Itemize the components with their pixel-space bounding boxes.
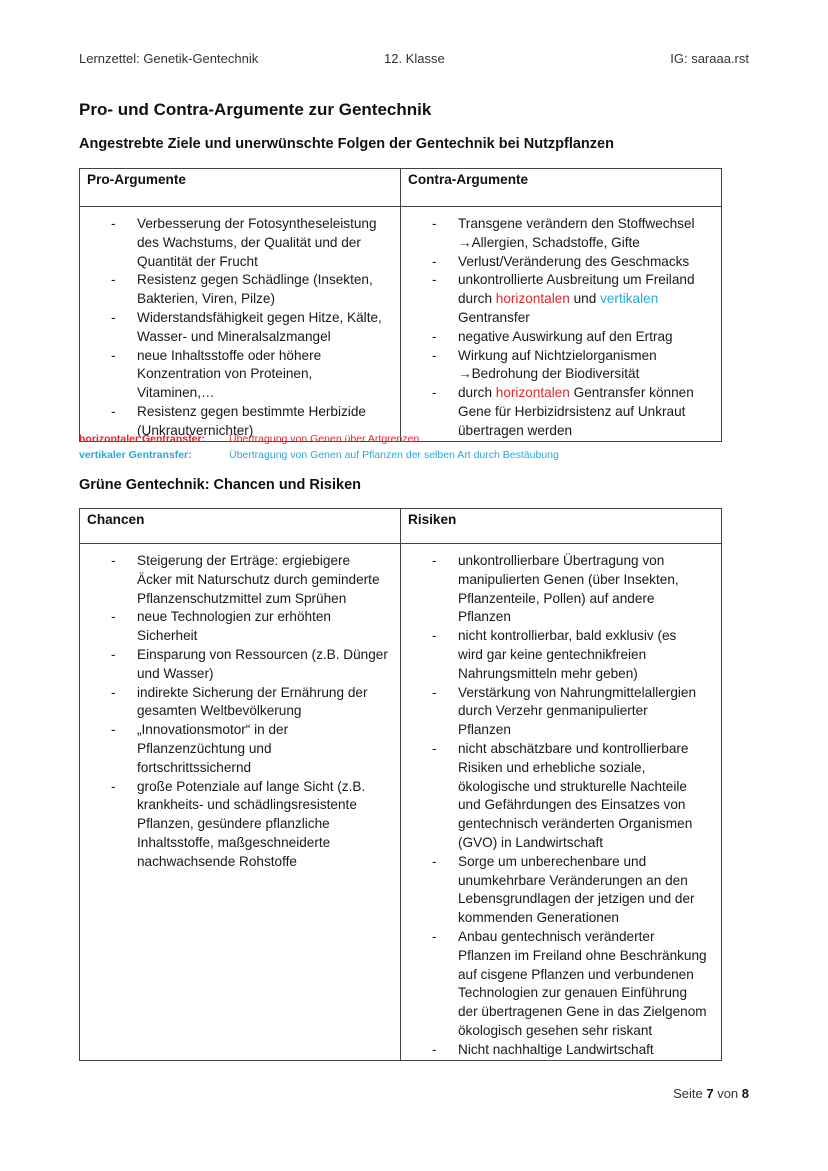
list-item-line: neue Inhaltsstoffe oder höhere — [137, 347, 322, 363]
horizontal-highlight: horizontalen — [495, 385, 570, 401]
bullet-dash: - — [432, 740, 437, 756]
list-item — [80, 646, 396, 684]
header-grade: 12. Klasse — [384, 51, 445, 66]
risiken-cell — [401, 544, 722, 1061]
chancen-risiken-table — [79, 508, 722, 1061]
chancen-header: Chancen — [80, 509, 401, 544]
page-number: Seite 7 von 8 — [673, 1086, 749, 1101]
list-item-line: Wasser- und Mineralsalzmangel — [137, 328, 331, 344]
list-item-line: große Potenziale auf lange Sicht (z.B. — [137, 778, 366, 794]
list-item-line: durch Verzehr genmanipulierter — [458, 703, 648, 719]
list-item-line: krankheits- und schädlingsresistente — [137, 797, 357, 813]
list-item-line: Risiken und erhebliche soziale, — [458, 759, 646, 775]
list-item-line: nicht abschätzbare und kontrollierbare — [458, 740, 689, 756]
section-heading-gruene-gentechnik: Grüne Gentechnik: Chancen und Risiken — [79, 477, 361, 493]
vertical-highlight: vertikalen — [600, 291, 659, 307]
list-item-line: Pflanzen — [458, 609, 511, 625]
bullet-dash: - — [111, 684, 116, 700]
list-item — [401, 1041, 717, 1060]
list-item-line: ökologische und strukturelle Nachteile — [458, 778, 687, 794]
bullet-dash: - — [432, 328, 437, 344]
list-item-line: „Innovationsmotor“ in der — [137, 722, 289, 738]
pro-contra-table — [79, 168, 722, 442]
contra-header: Contra-Argumente — [401, 169, 722, 207]
chancen-list — [80, 544, 400, 872]
list-item-line: Einsparung von Ressourcen (z.B. Dünger — [137, 646, 388, 662]
list-item-line: des Wachstums, der Qualität und der — [137, 234, 361, 250]
chancen-cell — [80, 544, 401, 1061]
list-item-line: Verstärkung von Nahrungmittelallergien — [458, 684, 697, 700]
list-item — [80, 608, 396, 646]
bullet-dash: - — [111, 553, 116, 568]
list-item: - negative Auswirkung auf den Ertrag — [401, 328, 717, 347]
list-item-line: Technologien zur genauen Einführung — [458, 985, 688, 1001]
bullet-dash: - — [111, 403, 116, 419]
list-item-line: kommenden Generationen — [458, 910, 619, 926]
bullet-dash: - — [432, 928, 437, 944]
list-item-line: Widerstandsfähigkeit gegen Hitze, Kälte, — [137, 309, 382, 325]
table-body-row — [80, 207, 722, 442]
header-author: IG: saraaa.rst — [670, 51, 749, 66]
list-item — [401, 740, 717, 853]
table-body-row — [80, 544, 722, 1061]
list-item-line: nicht kontrollierbar, bald exklusiv (es — [458, 628, 677, 644]
bullet-dash: - — [432, 385, 437, 401]
bullet-dash: - — [111, 272, 116, 288]
list-item — [80, 778, 396, 872]
list-item-line: Konzentration von Proteinen, — [137, 366, 313, 382]
list-item-line: Resistenz gegen bestimmte Herbizide — [137, 403, 366, 419]
list-item-line: Pflanzen — [458, 722, 511, 738]
page-title: Pro- und Contra-Argumente zur Gentechnik — [79, 100, 432, 119]
list-item: - unkontrollierte Ausbreitung um Freiland durch horizontalen und vertikalen Gentransfer — [432, 272, 695, 325]
list-item-line: Anbau gentechnisch veränderter — [458, 928, 655, 944]
list-item-line: Steigerung der Erträge: ergiebigere — [137, 553, 351, 568]
list-item — [80, 309, 396, 347]
list-item — [401, 853, 717, 928]
list-item — [80, 347, 396, 403]
list-item — [401, 627, 717, 683]
list-item-line: manipulierten Genen (über Insekten, — [458, 571, 679, 587]
list-item-line: Pflanzenzüchtung und — [137, 740, 272, 756]
list-item-line: Vitaminen,… — [137, 385, 215, 401]
pro-header: Pro-Argumente — [80, 169, 401, 207]
table-header-row — [80, 169, 722, 207]
legend-definition: Übertragung von Genen auf Pflanzen der selben Art durch Bestäubung — [229, 449, 559, 461]
list-item-line: Sorge um unberechenbare und — [458, 853, 647, 869]
bullet-dash: - — [111, 778, 116, 794]
contra-cell — [401, 207, 722, 442]
risiken-header: Risiken — [401, 509, 722, 544]
list-item: - Wirkung auf Nichtzielorganismen →Bedrohung der Biodiversität — [432, 347, 657, 382]
list-item — [80, 271, 396, 309]
list-item-line: Pflanzen, gesündere pflanzliche — [137, 816, 330, 832]
list-item — [401, 552, 717, 627]
list-item — [80, 552, 396, 608]
list-item-line: unkontrollierbare Übertragung von — [458, 553, 665, 568]
list-item-line: und Wasser) — [137, 665, 214, 681]
list-item-line: Sicherheit — [137, 628, 198, 644]
bullet-dash: - — [432, 1041, 437, 1057]
list-item-line: und Gefährdungen des Einsatzes von — [458, 797, 686, 813]
list-item-line: Pflanzenschutzmittel zum Sprühen — [137, 590, 347, 606]
list-item-line: der übertragenen Gene in das Zielgenom — [458, 1004, 707, 1020]
total-pages: 8 — [741, 1086, 749, 1101]
list-item-line: wird gar keine gentechnikfreien — [458, 646, 647, 662]
list-item-line: Lebensgrundlagen der jetzigen und der — [458, 891, 695, 907]
header-document-title: Lernzettel: Genetik-Gentechnik — [79, 51, 259, 66]
list-item-line: unumkehrbare Veränderungen an den — [458, 872, 688, 888]
list-item-line: Pflanzenteile, Pollen) auf andere — [458, 590, 655, 606]
bullet-dash: - — [432, 347, 437, 363]
bullet-dash: - — [111, 609, 116, 625]
legend-term: horizontaler Gentransfer: — [79, 433, 206, 445]
list-item: - Transgene verändern den Stoffwechsel →Allergien, Schadstoffe, Gifte — [432, 216, 695, 250]
bullet-dash: - — [111, 216, 116, 231]
section-heading-nutzpflanzen: Angestrebte Ziele und unerwünschte Folgen der Gentechnik bei Nutzpflanzen — [79, 136, 614, 152]
bullet-dash: - — [111, 309, 116, 325]
current-page: 7 — [706, 1086, 714, 1101]
list-item-line: Resistenz gegen Schädlinge (Insekten, — [137, 272, 373, 288]
list-item-line: fortschrittssichernd — [137, 759, 252, 775]
list-item-line: Bakterien, Viren, Pilze) — [137, 291, 276, 307]
list-item-line: nachwachsende Rohstoffe — [137, 853, 297, 869]
contra-list — [401, 207, 721, 441]
list-item: - Verlust/Veränderung des Geschmacks — [401, 253, 717, 272]
list-item-line: Verbesserung der Fotosyntheseleistung — [137, 216, 377, 231]
risiken-list — [401, 544, 721, 1060]
legend-term: vertikaler Gentransfer: — [79, 449, 192, 461]
bullet-dash: - — [432, 253, 437, 269]
horizontal-highlight: horizontalen — [495, 291, 570, 307]
bullet-dash: - — [432, 684, 437, 700]
list-item — [80, 684, 396, 722]
bullet-dash: - — [432, 272, 437, 288]
list-item-line: auf cisgene Pflanzen und verbundenen — [458, 966, 694, 982]
list-item — [401, 928, 717, 1041]
table-header-row — [80, 509, 722, 544]
list-item-line: (GVO) in Landwirtschaft — [458, 834, 604, 850]
bullet-dash: - — [432, 553, 437, 568]
pro-cell — [80, 207, 401, 442]
list-item-line: Äcker mit Naturschutz durch geminderte — [137, 571, 380, 587]
list-item-line: (Unkrautvernichter) — [137, 422, 254, 438]
list-item-line: gentechnisch veränderten Organismen — [458, 816, 693, 832]
list-item-line: Nahrungsmitteln mehr geben) — [458, 665, 638, 681]
list-item-line: indirekte Sicherung der Ernährung der — [137, 684, 368, 700]
list-item-line: gesamten Weltbevölkerung — [137, 703, 302, 719]
list-item-line: Nicht nachhaltige Landwirtschaft — [458, 1041, 654, 1057]
bullet-dash: - — [111, 646, 116, 662]
list-item-line: neue Technologien zur erhöhten — [137, 609, 331, 625]
list-item — [80, 721, 396, 777]
legend-definition: Übertragung von Genen über Artgrenzen — [229, 433, 420, 445]
bullet-dash: - — [432, 216, 437, 231]
list-item-line: Inhaltsstoffe, maßgeschneiderte — [137, 834, 331, 850]
list-item-line: ökologisch gesehen sehr riskant — [458, 1022, 653, 1038]
bullet-dash: - — [432, 628, 437, 644]
list-item: - durch horizontalen Gentransfer können Gene für Herbizidrsistenz auf Unkraut übertragen werden — [432, 385, 694, 438]
list-item-line: Quantität der Frucht — [137, 253, 258, 269]
bullet-dash: - — [432, 853, 437, 869]
list-item — [80, 215, 396, 271]
pro-list — [80, 207, 400, 441]
list-item — [401, 684, 717, 740]
bullet-dash: - — [111, 722, 116, 738]
list-item-line: Pflanzen im Freiland ohne Beschränkung — [458, 947, 707, 963]
bullet-dash: - — [111, 347, 116, 363]
